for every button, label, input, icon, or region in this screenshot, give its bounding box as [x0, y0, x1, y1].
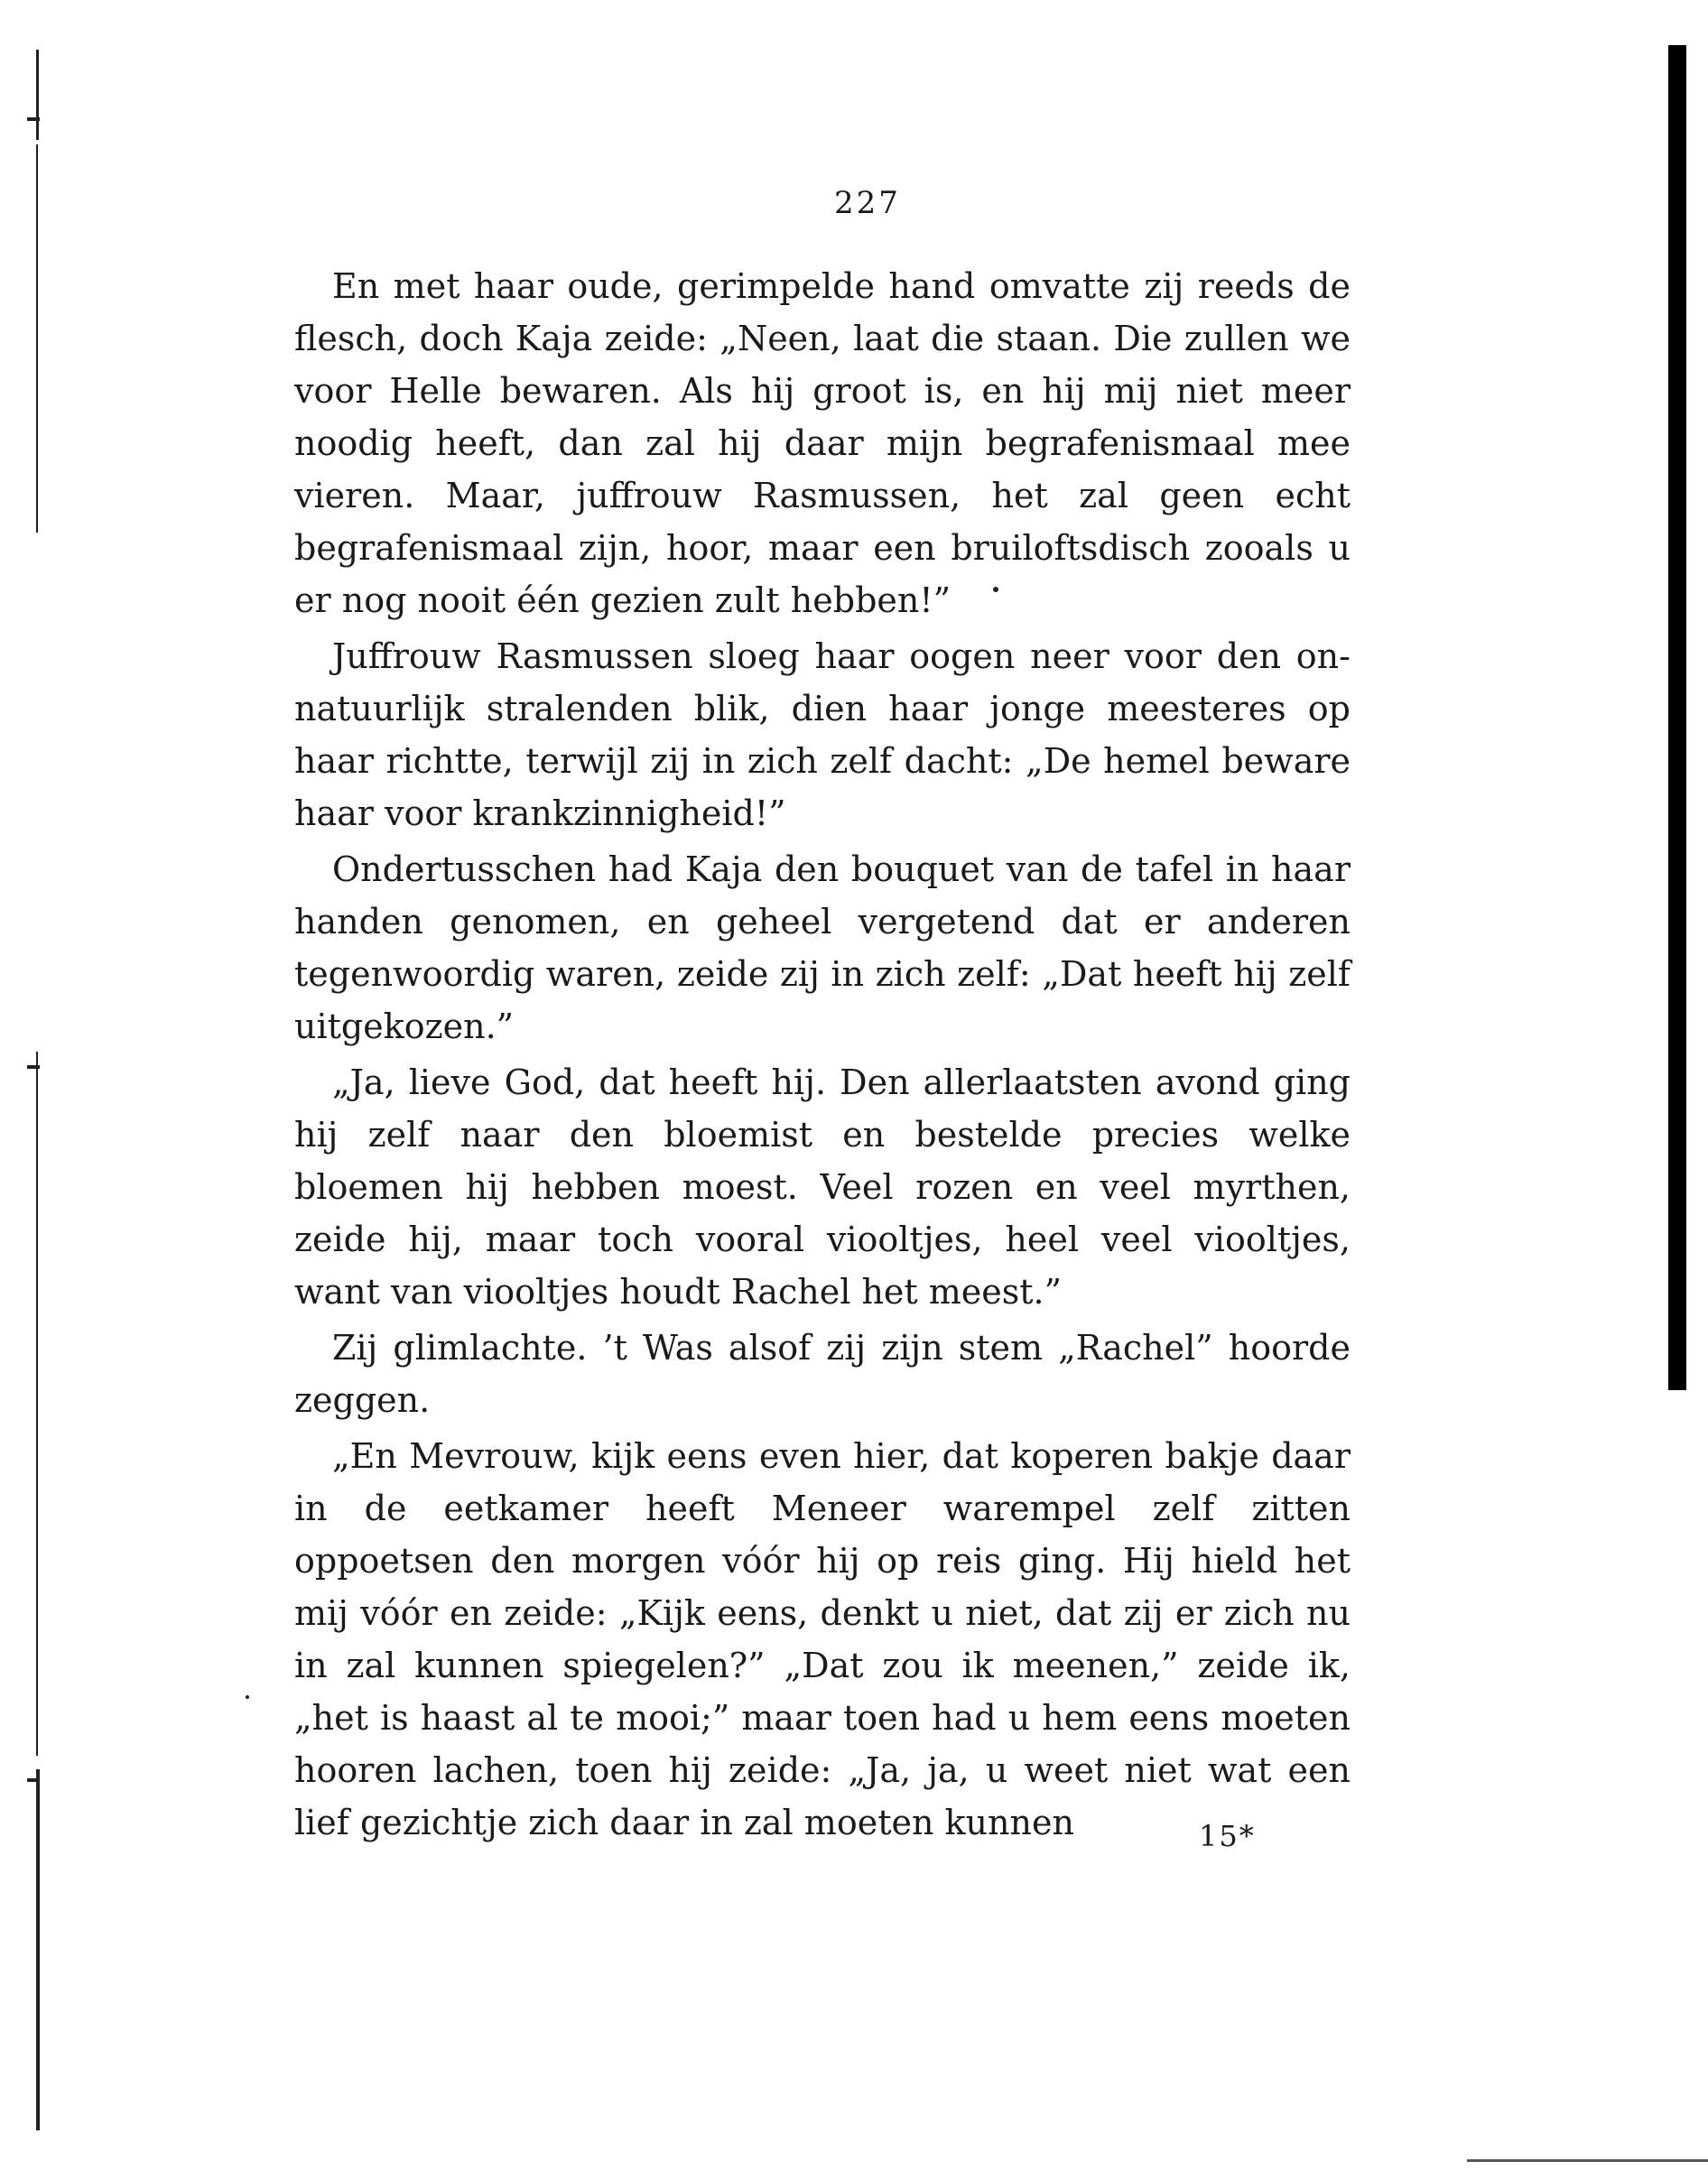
body-text [294, 260, 1351, 1852]
left-edge-tick [27, 1778, 40, 1782]
right-edge-bar [1668, 45, 1686, 1390]
stray-ink-dot [246, 1695, 249, 1699]
paragraph: Ondertusschen had Kaja den bouquet van de tafel in haar handen genomen, en geheel vergetend dat er anderen tegenwoordig waren, zeide zij in zich zelf: „Dat heeft hij zelf uitgekozen.” [294, 849, 1351, 1046]
left-edge-line [36, 1052, 38, 1756]
left-edge-line [36, 50, 39, 140]
paragraph: „En Mevrouw, kijk eens even hier, dat koperen bakje daar in de eetkamer heeft Meneer warempel zelf zitten oppoetsen den morgen vóór hij op reis ging. Hij hield het mij vóór en zeide: „Kijk eens, denkt u niet, dat zij er zich nu in zal kunnen spiegelen?” „Dat zou ik meenen,” zeide ik, „het is haast al te mooi;” maar toen had u hem eens moeten hooren lachen, toen hij zeide: „Ja, ja, u weet niet wat een lief gezichtje zich daar in zal moeten kunnen [294, 1436, 1351, 1842]
paragraph: Zij glimlachte. ’t Was alsof zij zijn stem „Rachel” hoorde zeggen. [294, 1328, 1351, 1420]
paragraph: Juffrouw Rasmussen sloeg haar oogen neer voor den onnatuurlijk stralenden blik, dien haar jonge meesteres op haar richtte, terwijl zij in zich zelf dacht: „De hemel beware haar voor krankzinnigheid!” [294, 636, 1351, 833]
left-edge-line [36, 1769, 40, 2130]
left-edge-tick [27, 117, 40, 121]
signature-mark: 15* [1199, 1819, 1256, 1853]
bottom-edge-line [1467, 2159, 1708, 2162]
paragraph: En met haar oude, gerimpelde hand omvatte zij reeds de flesch, doch Kaja zeide: „Neen, laat die staan. Die zullen we voor Helle bewaren. Als hij groot is, en hij mij niet meer noodig heeft, dan zal hij daar mijn begrafenismaal mee vieren. Maar, juffrouw Rasmussen, het zal geen echt begrafenismaal zijn, hoor, maar een bruiloftsdisch zooals u er nog nooit één gezien zult hebben!” [294, 266, 1351, 620]
paragraph: „Ja, lieve God, dat heeft hij. Den allerlaatsten avond ging hij zelf naar den bloemist en bestelde precies welke bloemen hij hebben moest. Veel rozen en veel myrthen, zeide hij, maar toch vooral viooltjes, heel veel viooltjes, want van viooltjes houdt Rachel het meest.” [294, 1062, 1351, 1312]
page-number: 227 [834, 185, 901, 221]
left-edge-tick [27, 1065, 40, 1069]
